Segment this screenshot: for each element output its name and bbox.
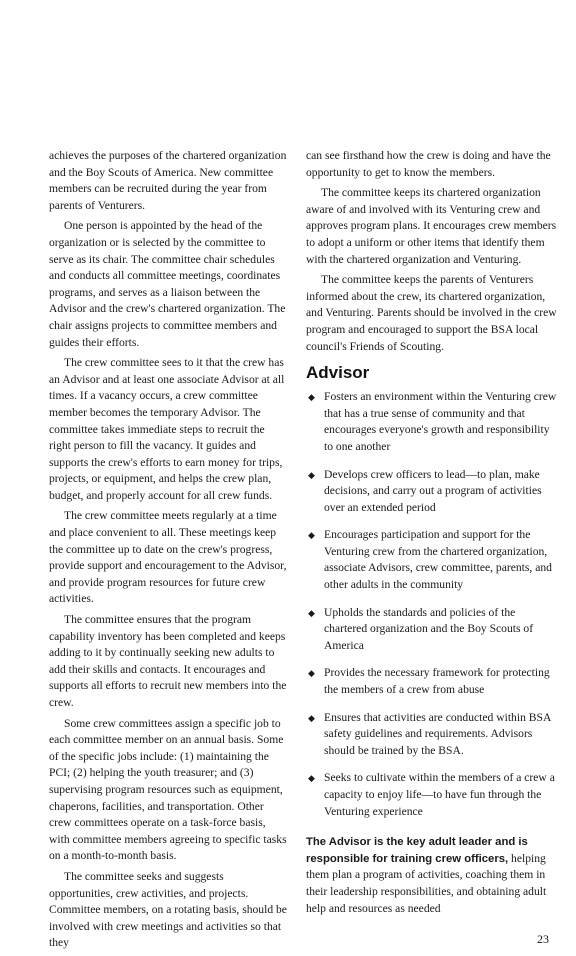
left-column — [49, 148, 287, 956]
body-paragraph: One person is appointed by the head of the organization or is selected by the committee to serve as its chair. The committee chair schedules and conducts all committee meetings, coordinates programs, and serves as a liaison between the Advisor and the crew's chartered organization. The chair assigns projects to committee members and guides their efforts. — [49, 219, 286, 349]
diamond-bullet-icon: ◆ — [308, 773, 315, 784]
list-item — [306, 605, 558, 655]
list-item — [306, 467, 558, 517]
body-paragraph: Some crew committees assign a specific job to each committee member on an annual basis. Some of the specific jobs include: (1) maintaining the PCI; (2) helping the youth treasurer; and (3) supervising program resources such as equipment, chaperons, facilities, and transportation. Other crew committees operate on a task-force basis, with committee members agreeing to specific tasks on a month-to-month basis. — [49, 716, 287, 863]
body-paragraph: The crew committee sees to it that the crew has an Advisor and at least one associate Advisor at all times. If a vacancy occurs, a crew committee member becomes the temporary Advisor. The committee takes immediate steps to recruit the right person to fill the vacancy. It guides and supports the crew's efforts to earn money for trips, projects, or equipment, and helps the crew plan, budget, and properly account for all crew funds. — [49, 356, 285, 502]
list-item — [306, 710, 558, 760]
body-paragraph: The crew committee meets regularly at a time and place convenient to all. These meetings keep the committee up to date on the crew's progress, provide support and encouragement to the Advisor, and provide program resources for future crew activities. — [49, 509, 287, 606]
diamond-bullet-icon: ◆ — [308, 530, 315, 541]
diamond-bullet-icon: ◆ — [308, 607, 315, 618]
list-item — [306, 770, 558, 820]
advisor-bullet-list — [306, 389, 558, 820]
list-item-text: Provides the necessary framework for protecting the members of a crew from abuse — [324, 666, 550, 697]
list-item-text: Seeks to cultivate within the members of a crew a capacity to enjoy life—to have fun through the Venturing experience — [324, 771, 555, 818]
list-item — [306, 389, 558, 455]
body-paragraph: The committee ensures that the program capability inventory has been completed and keeps adding to it by continually seeking new adults to add their skills and contacts. It encourages and supports all efforts to recruit new members into the crew. — [49, 613, 287, 709]
list-item-text: Encourages participation and support for the Venturing crew from the chartered organization, associate Advisors, crew committee, parents, and other adults in the community — [324, 528, 552, 592]
body-paragraph: achieves the purposes of the chartered organization and the Boy Scouts of America. New committee members can be recruited during the year from parents of Venturers. — [49, 149, 287, 212]
list-item-text: Develops crew officers to lead—to plan, make decisions, and carry out a program of activities over an extended period — [324, 467, 542, 514]
body-paragraph: can see firsthand how the crew is doing and have the opportunity to get to know the members. — [306, 149, 551, 179]
diamond-bullet-icon: ◆ — [308, 712, 315, 723]
list-item-text: Ensures that activities are conducted within BSA safety guidelines and requirements. Advisors should be trained by the BSA. — [324, 710, 551, 757]
body-paragraph: The committee keeps its chartered organization aware of and involved with its Venturing crew and approves program plans. It encourages crew members to adopt a uniform or other items that identify them with the chartered organization and Venturing. — [306, 186, 557, 266]
closing-text: helping them plan a program of activities, coaching them in their leadership responsibilities, and obtaining adult help and resources as needed — [306, 851, 547, 915]
right-column — [306, 148, 558, 921]
body-paragraph: The committee keeps the parents of Venturers informed about the crew, its chartered organization, and Venturing. Parents should be involved in the crew program and encouraged to support the BSA local council's Friends of Scouting. — [306, 273, 557, 353]
page-number: 23 — [537, 932, 549, 946]
diamond-bullet-icon: ◆ — [308, 392, 315, 403]
body-paragraph: The committee seeks and suggests opportunities, crew activities, and projects. Committee members, on a rotating basis, should be involved with crew meetings and activities so that they — [49, 869, 287, 950]
list-item-text: Fosters an environment within the Venturing crew that has a true sense of community and that encourages everyone's growth and responsibility to one another — [324, 390, 557, 453]
diamond-bullet-icon: ◆ — [308, 668, 315, 679]
list-item-text: Upholds the standards and policies of the chartered organization and the Boy Scouts of America — [324, 605, 534, 652]
closing-bold-lead: The Advisor is the key adult leader and is responsible for training crew officers, — [306, 836, 528, 865]
list-item — [306, 665, 558, 698]
diamond-bullet-icon: ◆ — [308, 469, 315, 480]
closing-paragraph — [306, 834, 558, 917]
list-item — [306, 527, 558, 593]
section-heading-advisor: Advisor — [306, 363, 370, 383]
